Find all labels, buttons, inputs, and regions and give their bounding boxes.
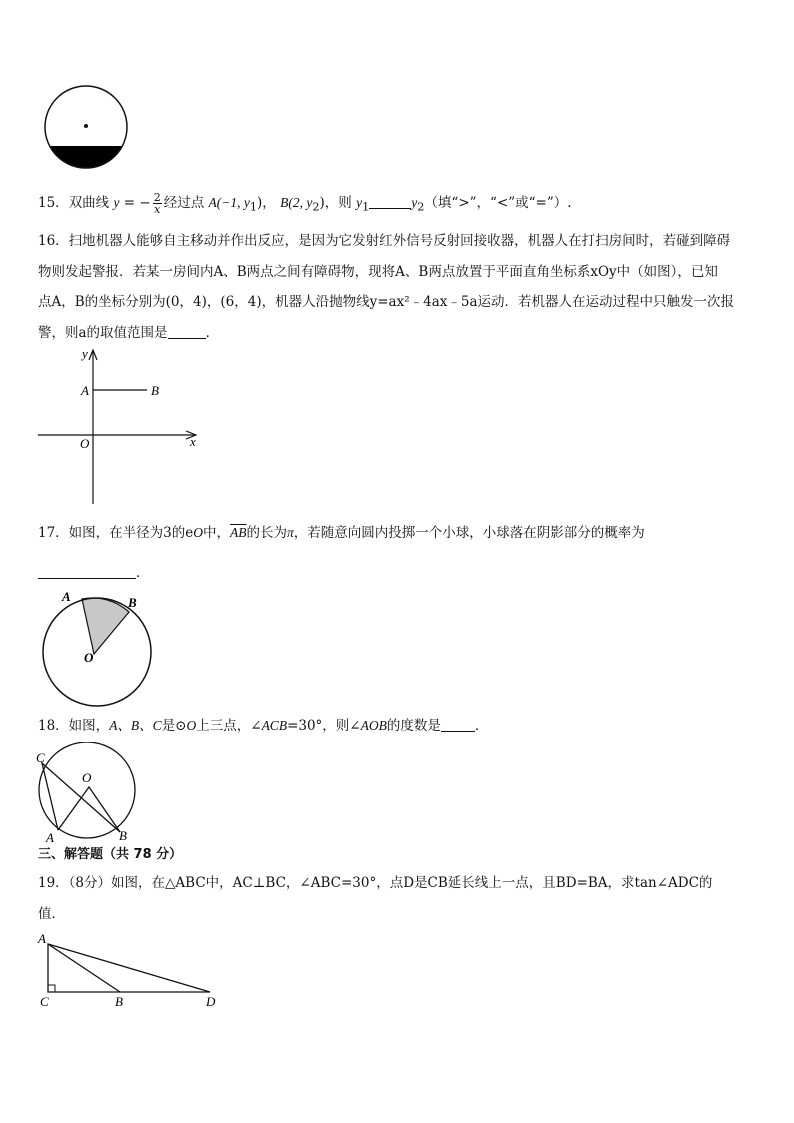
q19-label-b: B bbox=[115, 994, 123, 1009]
q15-number: 15． bbox=[38, 195, 69, 211]
q17-answer-blank[interactable] bbox=[38, 564, 136, 579]
q17-arc-ab: $\overline{AB}$ bbox=[230, 525, 247, 540]
q18-label-o: O bbox=[82, 770, 92, 785]
q17-line-1: 17．如图，在半径为3的eO中，$\overline{AB}$的长为π，若随意向圆内投掷一个小球，小球落在阴影部分的概率为 bbox=[38, 525, 645, 541]
q19-label-d: D bbox=[206, 994, 216, 1009]
q16-label-a: A bbox=[81, 383, 89, 398]
q15-answer-blank[interactable] bbox=[369, 194, 411, 209]
q16-line-2: 物则发起警报．若某一房间内A、B两点之间有障碍物，现将A、B两点放置于平面直角坐标系xOy中（如图），已知 bbox=[38, 264, 718, 280]
q17-label-a: A bbox=[62, 589, 71, 604]
section-3-heading: 三、解答题（共 78 分） bbox=[38, 847, 183, 862]
q18-label-b: B bbox=[119, 828, 127, 842]
q18-chords bbox=[42, 763, 120, 832]
q16-answer-blank[interactable] bbox=[168, 324, 206, 339]
q19-triangle bbox=[48, 944, 210, 992]
q17-label-o: O bbox=[84, 650, 94, 665]
q19-line-1: 19．（8分）如图，在△ABC中，AC⊥BC，∠ABC=30°，点D是CB延长线上一点，且BD=BA，求tan∠ADC的 bbox=[38, 875, 713, 891]
q19-label-c: C bbox=[40, 994, 49, 1009]
q15-fraction: $\frac{2}{x}$ bbox=[153, 191, 161, 216]
q18-line: 18．如图，A、B、C是⊙O上三点，∠ACB=30°，则∠AOB的度数是 ． bbox=[38, 718, 489, 734]
q18-answer-blank[interactable] bbox=[441, 717, 475, 732]
q14-center-dot bbox=[84, 124, 88, 128]
q17-label-b: B bbox=[128, 595, 137, 610]
q15-line: 15．双曲线 y = − $\frac{2}{x}$ 经过点 A(−1, $y_1$)， B(2, $y_2$)，则 $y_1$ $y_2$（填“>”，“<”或“=”）. bbox=[38, 191, 572, 216]
q17-figure bbox=[36, 588, 156, 710]
q16-line-3: 点A，B的坐标分别为(0，4)，(6，4)，机器人沿抛物线y=ax²﹣4ax﹣5a运动．若机器人在运动过程中只触发一次报 bbox=[38, 294, 734, 310]
q17-shaded-sector bbox=[82, 598, 129, 654]
q19-right-angle bbox=[48, 985, 55, 992]
q18-figure bbox=[32, 742, 142, 842]
q19-figure bbox=[34, 928, 226, 1012]
q18-label-a: A bbox=[46, 830, 54, 842]
q16-line-4: 警，则a的取值范围是 ． bbox=[38, 325, 220, 341]
q14-shaded-segment bbox=[40, 146, 135, 174]
q16-label-x: x bbox=[190, 434, 196, 449]
q18-label-c: C bbox=[36, 750, 45, 765]
q19-line-2: 值． bbox=[38, 906, 65, 922]
q14-figure bbox=[40, 82, 135, 174]
q17-line-2: ． bbox=[38, 564, 150, 582]
q16-label-b: B bbox=[151, 383, 159, 398]
q16-label-o: O bbox=[80, 436, 90, 451]
q16-figure bbox=[34, 346, 204, 508]
q19-label-a: A bbox=[38, 931, 46, 946]
q16-line-1: 16．扫地机器人能够自主移动并作出反应，是因为它发射红外信号反射回接收器，机器人在打扫房间时，若碰到障碍 bbox=[38, 233, 731, 249]
q19-segment-ab bbox=[48, 944, 120, 992]
q16-label-y: y bbox=[82, 346, 88, 361]
